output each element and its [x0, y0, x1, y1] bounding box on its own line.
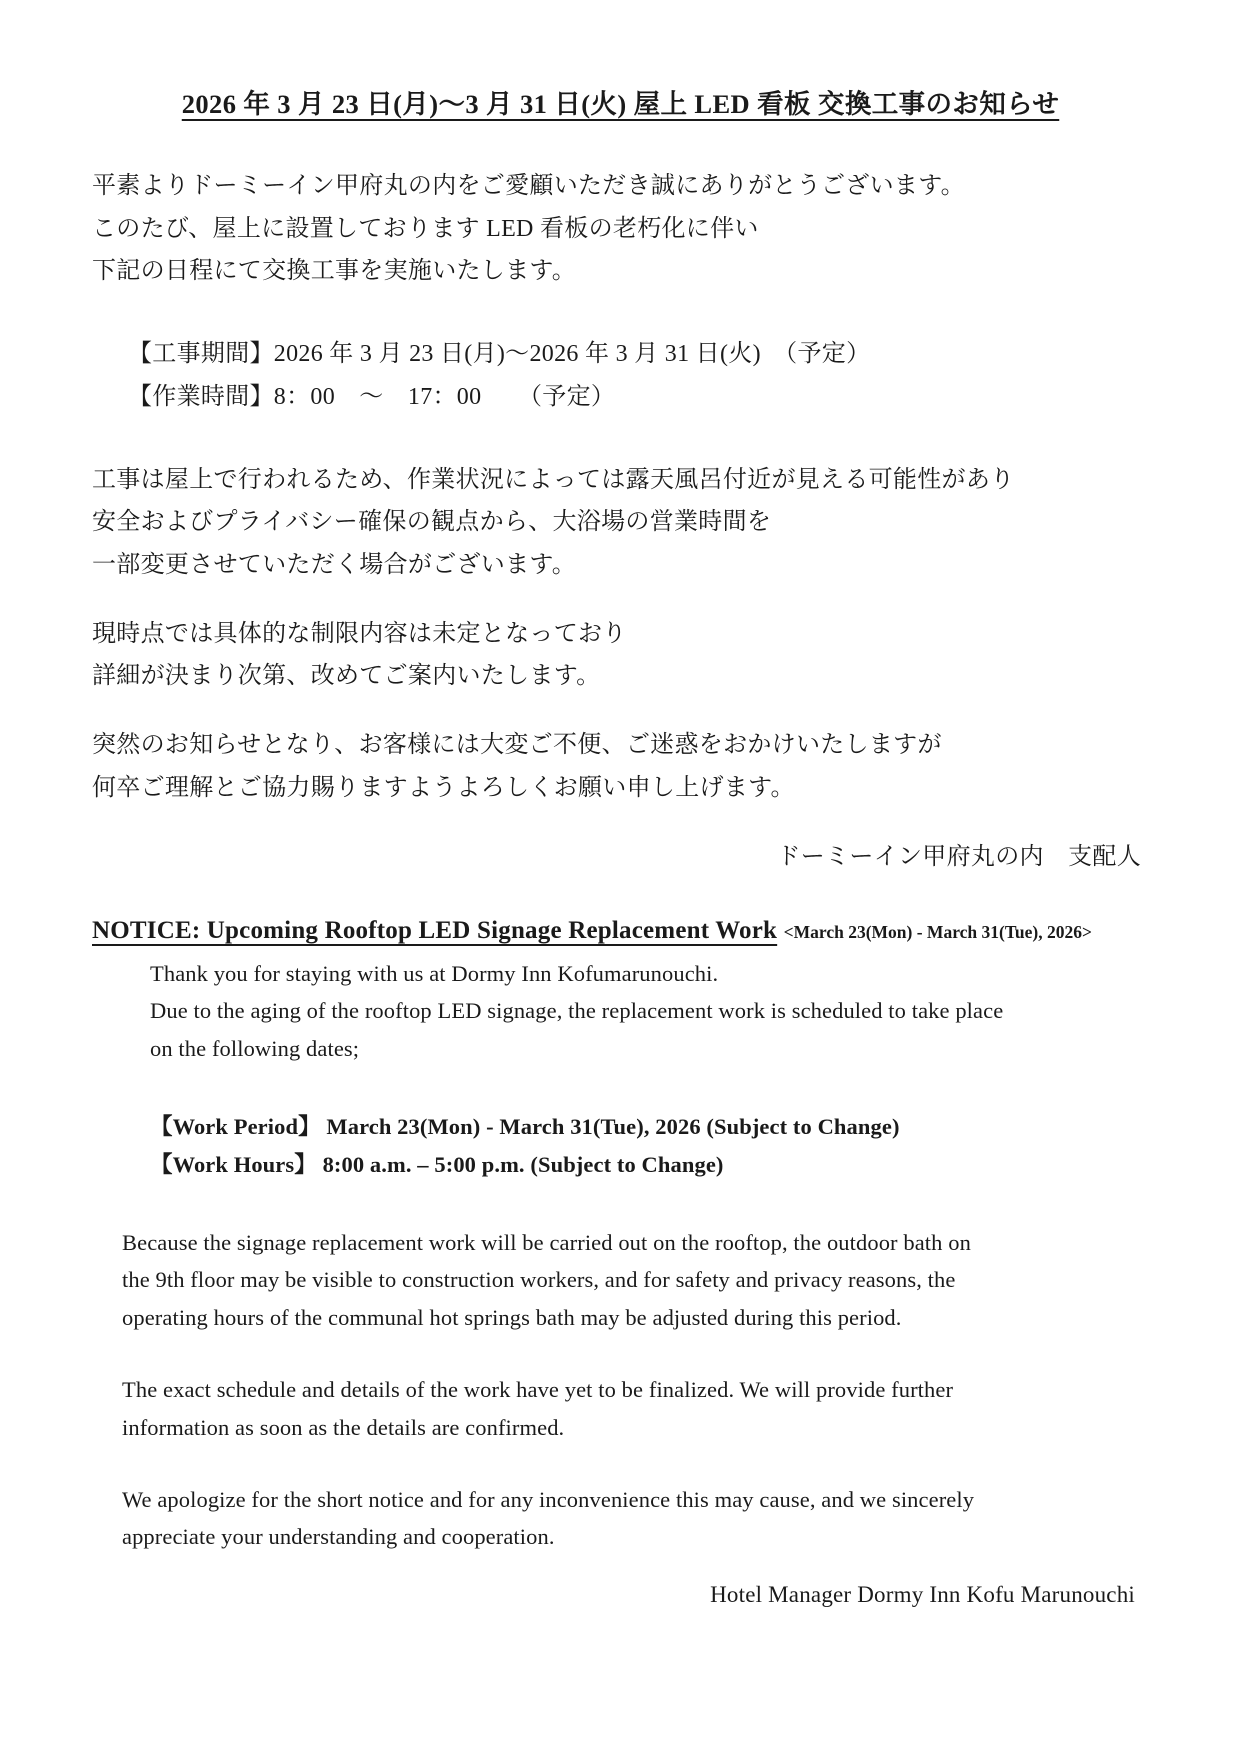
japanese-intro-line-3: 下記の日程にて交換工事を実施いたします。: [92, 258, 577, 285]
english-para3-line-1: We apologize for the short notice and for any inconvenience this may cause, and we sincerely: [122, 1486, 975, 1512]
japanese-work-hours: 【作業時間】8：00 〜 17：00 （予定）: [128, 383, 616, 410]
spacer: [92, 698, 1149, 724]
english-intro-line-2: Due to the aging of the rooftop LED signage, the replacement work is scheduled to take place: [150, 998, 1004, 1024]
english-intro-block: [92, 955, 1149, 1068]
english-para2-line-1: The exact schedule and details of the work have yet to be finalized. We will provide further: [122, 1377, 954, 1402]
english-body: [92, 955, 1149, 1557]
english-work-period: 【Work Period】 March 23(Mon) - March 31(Tue), 2026 (Subject to Change): [150, 1114, 900, 1140]
japanese-body: [92, 165, 1149, 810]
spacer: [92, 1068, 1149, 1108]
spacer: [92, 587, 1149, 613]
english-intro-line-3: on the following dates;: [150, 1036, 360, 1062]
english-schedule-block: [92, 1108, 1149, 1184]
japanese-work-period: 【工事期間】2026 年 3 月 23 日(月)〜2026 年 3 月 31 日(火) （予定）: [128, 341, 871, 368]
japanese-note3-line-1: 突然のお知らせとなり、お客様には大変ご不便、ご迷惑をおかけいたしますが: [92, 732, 942, 759]
japanese-note1-line-1: 工事は屋上で行われるため、作業状況によっては露天風呂付近が見える可能性があり: [92, 466, 1015, 493]
japanese-title: [92, 82, 1149, 121]
english-paragraph-2: [92, 1371, 1149, 1447]
japanese-intro-line-1: 平素よりドーミーイン甲府丸の内をご愛顧いただき誠にありがとうございます。: [92, 173, 965, 199]
japanese-title-text: 2026 年 3 月 23 日(月)〜3 月 31 日(火) 屋上 LED 看板 交換工事のお知らせ: [181, 89, 1060, 119]
english-signature: Hotel Manager Dormy Inn Kofu Marunouchi: [710, 1582, 1135, 1608]
spacer: [92, 419, 1149, 459]
japanese-note2-line-2: 詳細が決まり次第、改めてご案内いたします。: [92, 663, 601, 690]
english-paragraph-3: [92, 1481, 1149, 1557]
spacer: [92, 1337, 1149, 1371]
spacer: [92, 1184, 1149, 1224]
japanese-note1-line-2: 安全およびプライバシー確保の観点から、大浴場の営業時間を: [92, 509, 772, 536]
japanese-note1-line-3: 一部変更させていただく場合がございます。: [92, 552, 577, 579]
english-para2-line-2: information as soon as the details are confirmed.: [122, 1414, 565, 1440]
japanese-signature: ドーミーイン甲府丸の内 支配人: [776, 843, 1141, 870]
japanese-note3-line-2: 何卒ご理解とご協力賜りますようよろしくお願い申し上げます。: [92, 774, 795, 801]
japanese-schedule-block: [92, 333, 1149, 418]
english-para1-line-1: Because the signage replacement work will be carried out on the rooftop, the outdoor bath on: [122, 1229, 971, 1255]
english-heading-dates: <March 23(Mon) - March 31(Tue), 2026>: [783, 921, 1092, 942]
japanese-intro-line-2: このたび、屋上に設置しております LED 看板の老朽化に伴い: [92, 215, 759, 242]
japanese-note2-line-1: 現時点では具体的な制限内容は未定となっており: [92, 620, 627, 647]
english-para1-line-2: the 9th floor may be visible to construction workers, and for safety and privacy reasons, the: [122, 1267, 956, 1293]
english-heading-main: NOTICE: Upcoming Rooftop LED Signage Replacement Work: [92, 916, 778, 944]
english-intro-line-1: Thank you for staying with us at Dormy Inn Kofumarunouchi.: [150, 960, 719, 986]
english-heading: [92, 917, 1149, 945]
english-work-hours: 【Work Hours】 8:00 a.m. – 5:00 p.m. (Subject to Change): [150, 1151, 724, 1177]
english-para1-line-3: operating hours of the communal hot springs bath may be adjusted during this period.: [122, 1305, 902, 1331]
english-para3-line-2: appreciate your understanding and cooperation.: [122, 1524, 555, 1550]
english-paragraph-1: [92, 1224, 1149, 1337]
spacer: [92, 1447, 1149, 1481]
spacer: [92, 293, 1149, 333]
